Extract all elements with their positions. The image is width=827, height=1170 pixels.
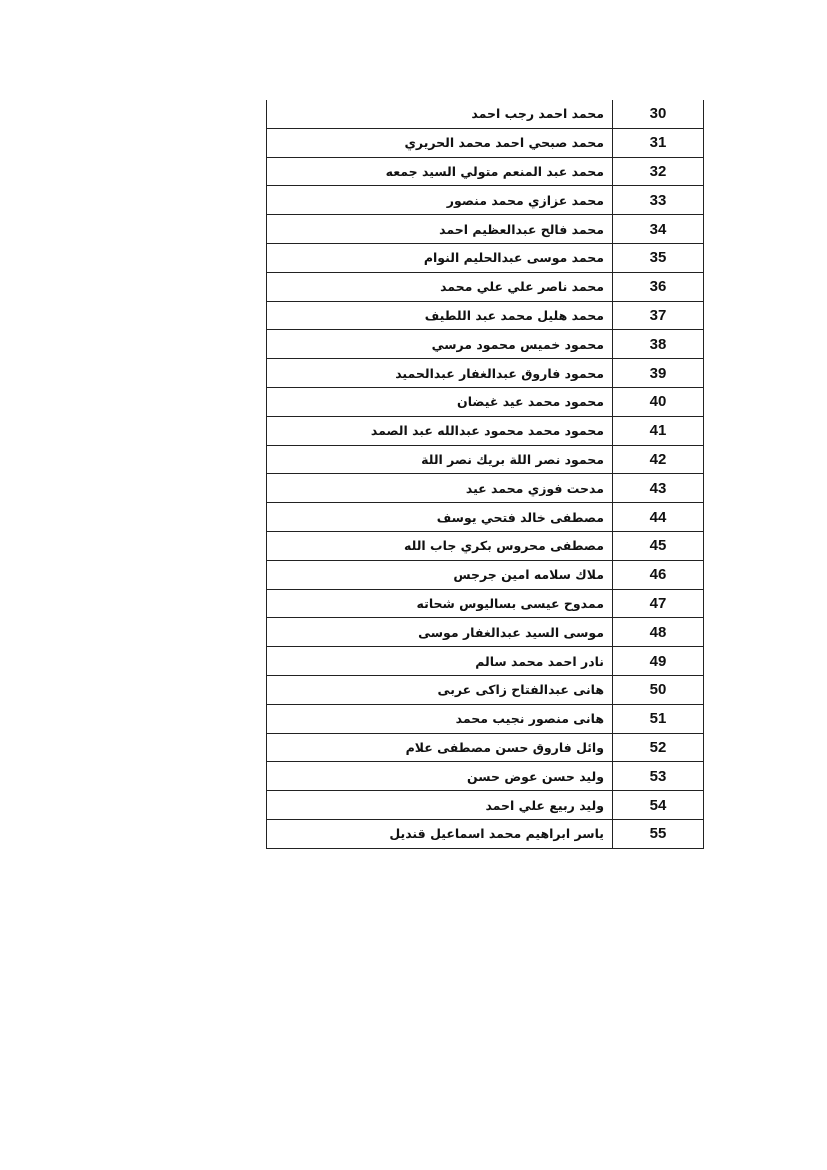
name-cell: نادر احمد محمد سالم (267, 647, 613, 676)
table-row (267, 560, 704, 589)
table-row (267, 503, 704, 532)
table-row (267, 445, 704, 474)
row-number-cell: 53 (613, 762, 704, 791)
table-row (267, 301, 704, 330)
row-number-cell: 39 (613, 359, 704, 388)
row-number-cell: 44 (613, 503, 704, 532)
row-number-cell: 36 (613, 272, 704, 301)
table-row (267, 704, 704, 733)
row-number-cell: 38 (613, 330, 704, 359)
row-number-cell: 32 (613, 157, 704, 186)
row-number-cell: 48 (613, 618, 704, 647)
name-cell: محمود خميس محمود مرسي (267, 330, 613, 359)
table-row (267, 359, 704, 388)
row-number-cell: 50 (613, 675, 704, 704)
table-row (267, 531, 704, 560)
table-row (267, 647, 704, 676)
row-number-cell: 55 (613, 819, 704, 848)
row-number-cell: 52 (613, 733, 704, 762)
name-cell: محمد عبد المنعم متولي السيد جمعه (267, 157, 613, 186)
table-row (267, 791, 704, 820)
name-cell: محمود محمد محمود عبدالله عبد الصمد (267, 416, 613, 445)
table-row (267, 186, 704, 215)
row-number-cell: 41 (613, 416, 704, 445)
table-row (267, 157, 704, 186)
row-number-cell: 54 (613, 791, 704, 820)
row-number-cell: 35 (613, 243, 704, 272)
row-number-cell: 46 (613, 560, 704, 589)
row-number-cell: 45 (613, 531, 704, 560)
name-cell: محمد ناصر علي علي محمد (267, 272, 613, 301)
name-cell: مصطفى محروس بكري جاب الله (267, 531, 613, 560)
row-number-cell: 42 (613, 445, 704, 474)
row-number-cell: 31 (613, 128, 704, 157)
name-cell: محمد صبحي احمد محمد الحريري (267, 128, 613, 157)
name-cell: وائل فاروق حسن مصطفى علام (267, 733, 613, 762)
row-number-cell: 47 (613, 589, 704, 618)
table-row (267, 618, 704, 647)
row-number-cell: 34 (613, 215, 704, 244)
table-row (267, 128, 704, 157)
table-row (267, 215, 704, 244)
name-cell: ممدوح عيسى بساليوس شحاته (267, 589, 613, 618)
name-cell: محمود فاروق عبدالغفار عبدالحميد (267, 359, 613, 388)
name-cell: هانى عبدالفتاح زاكى عربى (267, 675, 613, 704)
row-number-cell: 51 (613, 704, 704, 733)
row-number-cell: 43 (613, 474, 704, 503)
name-cell: محمد عزازي محمد منصور (267, 186, 613, 215)
name-cell: ملاك سلامه امين جرجس (267, 560, 613, 589)
name-cell: محمد موسى عبدالحليم النوام (267, 243, 613, 272)
name-cell: محمد هليل محمد عبد اللطيف (267, 301, 613, 330)
table-row (267, 762, 704, 791)
row-number-cell: 37 (613, 301, 704, 330)
table-row (267, 474, 704, 503)
name-cell: وليد حسن عوض حسن (267, 762, 613, 791)
row-number-cell: 30 (613, 100, 704, 128)
table-row (267, 272, 704, 301)
table-row (267, 243, 704, 272)
name-cell: محمد فالح عبدالعظيم احمد (267, 215, 613, 244)
table-row (267, 330, 704, 359)
table-row (267, 416, 704, 445)
name-cell: ياسر ابراهيم محمد اسماعيل قنديل (267, 819, 613, 848)
table-row (267, 733, 704, 762)
name-cell: موسى السيد عبدالغفار موسى (267, 618, 613, 647)
name-cell: محمد احمد رجب احمد (267, 100, 613, 128)
name-cell: مدحت فوزي محمد عيد (267, 474, 613, 503)
name-cell: محمود محمد عيد غيضان (267, 387, 613, 416)
names-table (266, 100, 704, 849)
table-row (267, 819, 704, 848)
name-cell: هانى منصور نجيب محمد (267, 704, 613, 733)
row-number-cell: 40 (613, 387, 704, 416)
table-row (267, 387, 704, 416)
table-row (267, 589, 704, 618)
row-number-cell: 33 (613, 186, 704, 215)
table-row (267, 100, 704, 128)
name-cell: محمود نصر اللة بريك نصر اللة (267, 445, 613, 474)
names-table-body (267, 100, 704, 848)
table-row (267, 675, 704, 704)
name-cell: مصطفى خالد فتحي يوسف (267, 503, 613, 532)
name-cell: وليد ربيع علي احمد (267, 791, 613, 820)
row-number-cell: 49 (613, 647, 704, 676)
